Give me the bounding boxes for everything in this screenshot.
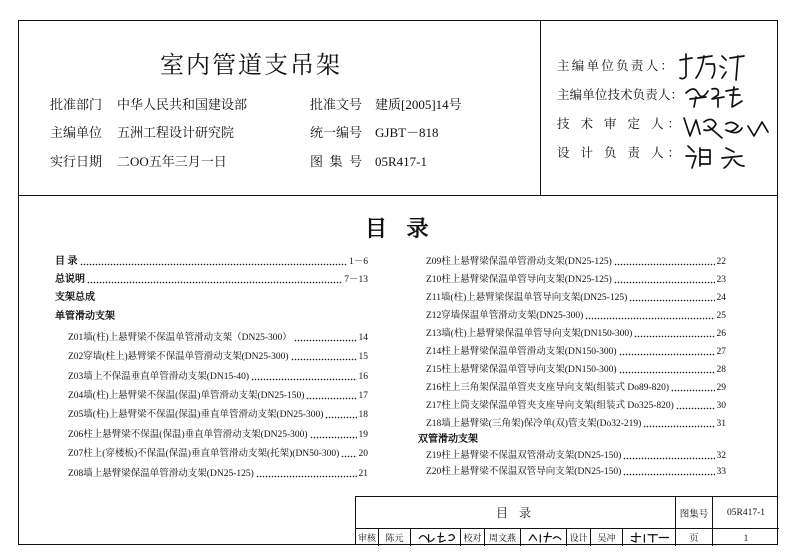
signature-chief-editor-head bbox=[678, 52, 746, 82]
toc-entry bbox=[418, 381, 726, 395]
checker-name: 周文燕 bbox=[485, 529, 521, 546]
designer-name: 吴冲 bbox=[591, 529, 623, 546]
toc-entry bbox=[55, 389, 368, 403]
approval-doc-no-value: 建质[2005]14号 bbox=[375, 97, 462, 112]
toc-entry-label: Z13墙(柱)上悬臂梁保温单管导向支架(DN150-300) bbox=[426, 329, 633, 339]
toc-dot-leader bbox=[619, 371, 715, 374]
toc-section-heading bbox=[418, 433, 726, 447]
toc-entry-page: 25 bbox=[716, 311, 726, 321]
signature-design-lead bbox=[684, 142, 746, 170]
title-block bbox=[355, 496, 778, 545]
toc-entry-label: Z19柱上悬臂梁不保温双管滑动支架(DN25-150) bbox=[426, 451, 622, 461]
toc-entry bbox=[418, 363, 726, 377]
toc-entry-page: 28 bbox=[716, 365, 726, 375]
toc-entry bbox=[55, 370, 368, 384]
checker-label: 校对 bbox=[461, 529, 485, 546]
toc-entry-label: Z17柱上筒支梁保温单管夹支座导向支架(组装式 Do325-820) bbox=[426, 401, 674, 411]
atlas-no-label: 图 集 号 bbox=[310, 154, 362, 169]
toc-entry-label: Z16柱上三角架保温单管夹支座导向支架(组装式 Do89-820) bbox=[426, 383, 670, 393]
toc-entry-label: Z20柱上悬臂梁不保温双管导向支架(DN25-150) bbox=[426, 467, 622, 477]
approval-dept-value: 中华人民共和国建设部 bbox=[117, 97, 248, 112]
toc-entry bbox=[418, 291, 726, 305]
designer-label: 设计 bbox=[567, 529, 591, 546]
toc-entry bbox=[55, 447, 368, 461]
uniform-no-label: 统一编号 bbox=[310, 125, 363, 140]
toc-dot-leader bbox=[634, 335, 714, 338]
toc-entry bbox=[55, 273, 368, 287]
toc-entry-label: Z15柱上悬臂梁保温单管导向支架(DN150-300) bbox=[426, 365, 617, 375]
toc-dot-leader bbox=[341, 455, 356, 458]
toc-section-heading bbox=[55, 310, 368, 324]
toc-section-heading bbox=[55, 291, 368, 305]
toc-entry bbox=[418, 465, 726, 479]
toc-entry-page: 14 bbox=[358, 333, 368, 343]
toc-entry-label: Z11墙(柱)上悬臂梁保温单管导向支架(DN25-125) bbox=[426, 293, 628, 303]
toc-entry bbox=[55, 467, 368, 481]
toc-dot-leader bbox=[671, 389, 714, 392]
toc-entry bbox=[55, 428, 368, 442]
toc-entry-page: 30 bbox=[716, 401, 726, 411]
signature-chief-editor-tech-head bbox=[684, 83, 746, 109]
toc-entry-page: 29 bbox=[716, 383, 726, 393]
signature-technical-reviewer bbox=[682, 112, 772, 140]
toc-dot-leader bbox=[251, 378, 356, 381]
toc-entry-label: 目 录 bbox=[55, 256, 78, 267]
title-block-atlas-no-label: 图集号 bbox=[676, 497, 713, 529]
toc-entry bbox=[418, 399, 726, 413]
toc-dot-leader bbox=[80, 263, 347, 266]
atlas-no-value: 05R417-1 bbox=[375, 154, 427, 169]
toc-entry-label: Z01墙(柱)上悬臂梁不保温单管滑动支架（DN25-300） bbox=[68, 333, 292, 343]
toc-entry-page: 7－13 bbox=[344, 275, 368, 285]
toc-entry-page: 15 bbox=[358, 352, 368, 362]
toc-entry bbox=[55, 255, 368, 269]
effective-date-value: 二OO五年三月一日 bbox=[117, 154, 227, 169]
toc-entry-label: 总说明 bbox=[55, 274, 85, 285]
toc-entry-page: 20 bbox=[358, 449, 368, 459]
toc-dot-leader bbox=[643, 425, 714, 428]
toc-entry-label: Z06柱上悬臂梁不保温(保温)垂直单管滑动支架(DN25-300) bbox=[68, 430, 308, 440]
effective-date-label: 实行日期 bbox=[50, 154, 103, 169]
toc-entry-page: 22 bbox=[716, 257, 726, 267]
toc-entry bbox=[55, 331, 368, 345]
toc-dot-leader bbox=[291, 358, 357, 361]
toc-entry-page: 31 bbox=[716, 419, 726, 429]
header-divider bbox=[18, 195, 778, 196]
toc-entry-label: Z12穿墙保温单管滑动支架(DN25-300) bbox=[426, 311, 584, 321]
toc-entry-label: Z02穿墙(柱上)悬臂梁不保温单管滑动支架(DN25-300) bbox=[68, 352, 289, 362]
chief-editor-unit-label: 主编单位 bbox=[50, 125, 103, 140]
atlas-title: 室内管道支吊架 bbox=[160, 53, 342, 79]
uniform-no-row bbox=[310, 125, 362, 141]
toc-heading: 目 录 bbox=[365, 216, 436, 241]
toc-entry-page: 33 bbox=[716, 467, 726, 477]
uniform-no-value: GJBT－818 bbox=[375, 125, 439, 140]
toc-entry bbox=[55, 350, 368, 364]
toc-dot-leader bbox=[87, 281, 342, 284]
toc-dot-leader bbox=[676, 407, 715, 410]
toc-entry-page: 1－6 bbox=[348, 257, 368, 267]
toc-entry bbox=[418, 345, 726, 359]
toc-dot-leader bbox=[614, 281, 715, 284]
toc-entry-label: Z07柱上(穿楼板)不保温(保温)垂直单管滑动支架(托架)(DN50-300) bbox=[68, 449, 340, 459]
approval-dept-label: 批准部门 bbox=[50, 97, 103, 112]
toc-entry-label: Z18墙上悬臂梁(三角架)保冷单(双)管支架(Do32-219) bbox=[426, 419, 642, 429]
toc-entry-page: 23 bbox=[716, 275, 726, 285]
toc-entry bbox=[418, 449, 726, 463]
atlas-no-row bbox=[310, 154, 362, 170]
toc-entry-label: Z09柱上悬臂梁保温单管滑动支架(DN25-125) bbox=[426, 257, 612, 267]
toc-entry-page: 26 bbox=[716, 329, 726, 339]
toc-entry bbox=[418, 309, 726, 323]
header-column-divider bbox=[540, 20, 541, 195]
reviewer-signature bbox=[414, 531, 458, 544]
toc-entry-label: Z14柱上悬臂梁保温单管滑动支架(DN150-300) bbox=[426, 347, 617, 357]
toc-entry-page: 24 bbox=[716, 293, 726, 303]
toc-dot-leader bbox=[623, 473, 714, 476]
toc-section-title: 双管滑动支架 bbox=[418, 434, 478, 445]
toc-dot-leader bbox=[614, 263, 715, 266]
toc-dot-leader bbox=[306, 397, 356, 400]
checker-signature bbox=[524, 531, 564, 544]
reviewer-signature-cell bbox=[411, 529, 461, 546]
toc-entry bbox=[55, 408, 368, 422]
toc-entry bbox=[418, 417, 726, 431]
toc-entry bbox=[418, 273, 726, 287]
reviewer-label: 审核 bbox=[356, 529, 379, 546]
designer-signature bbox=[626, 531, 672, 544]
toc-entry-page: 19 bbox=[358, 430, 368, 440]
toc-entry-page: 16 bbox=[358, 372, 368, 382]
chief-editor-head-label: 主编单位负责人： bbox=[557, 59, 673, 73]
toc-section-title: 单管滑动支架 bbox=[55, 311, 115, 322]
toc-dot-leader bbox=[585, 317, 714, 320]
approval-doc-no-row bbox=[310, 97, 362, 113]
page-label: 页 bbox=[676, 529, 713, 546]
toc-dot-leader bbox=[310, 436, 357, 439]
title-block-drawing-title: 目 录 bbox=[356, 497, 676, 529]
toc-entry-label: Z05墙(柱)上悬臂梁不保温(保温)垂直单管滑动支架(DN25-300) bbox=[68, 410, 324, 420]
toc-dot-leader bbox=[619, 353, 715, 356]
chief-editor-unit-value: 五洲工程设计研究院 bbox=[117, 125, 235, 140]
toc-dot-leader bbox=[256, 475, 357, 478]
toc-section-title: 支架总成 bbox=[55, 292, 95, 303]
toc-entry bbox=[418, 327, 726, 341]
toc-entry-label: Z08墙上悬臂梁保温单管滑动支架(DN25-125) bbox=[68, 469, 254, 479]
toc-dot-leader bbox=[623, 457, 714, 460]
toc-entry-label: Z03墙上不保温垂直单管滑动支架(DN15-40) bbox=[68, 372, 250, 382]
toc-entry-page: 17 bbox=[358, 391, 368, 401]
approval-doc-no-label: 批准文号 bbox=[310, 97, 363, 112]
title-block-atlas-no: 05R417-1 bbox=[713, 497, 779, 529]
page-number: 1 bbox=[743, 532, 749, 543]
toc-entry-page: 27 bbox=[716, 347, 726, 357]
reviewer-name: 陈元 bbox=[379, 529, 411, 546]
chief-editor-tech-head-label: 主编单位技术负责人： bbox=[557, 88, 683, 102]
toc-dot-leader bbox=[325, 416, 356, 419]
design-lead-label: 设 计 负 责 人： bbox=[557, 146, 680, 160]
toc-entry-label: Z04墙(柱)上悬臂梁不保温(保温)单管滑动支架(DN25-150) bbox=[68, 391, 305, 401]
toc-entry-label: Z10柱上悬臂梁保温单管导向支架(DN25-125) bbox=[426, 275, 612, 285]
toc-dot-leader bbox=[629, 299, 714, 302]
designer-signature-cell bbox=[623, 529, 676, 546]
toc-dot-leader bbox=[294, 339, 357, 342]
toc-entry bbox=[418, 255, 726, 269]
checker-signature-cell bbox=[521, 529, 567, 546]
toc-entry-page: 18 bbox=[358, 410, 368, 420]
toc-entry-page: 21 bbox=[358, 469, 368, 479]
toc-entry-page: 32 bbox=[716, 451, 726, 461]
technical-reviewer-label: 技 术 审 定 人： bbox=[557, 117, 680, 131]
